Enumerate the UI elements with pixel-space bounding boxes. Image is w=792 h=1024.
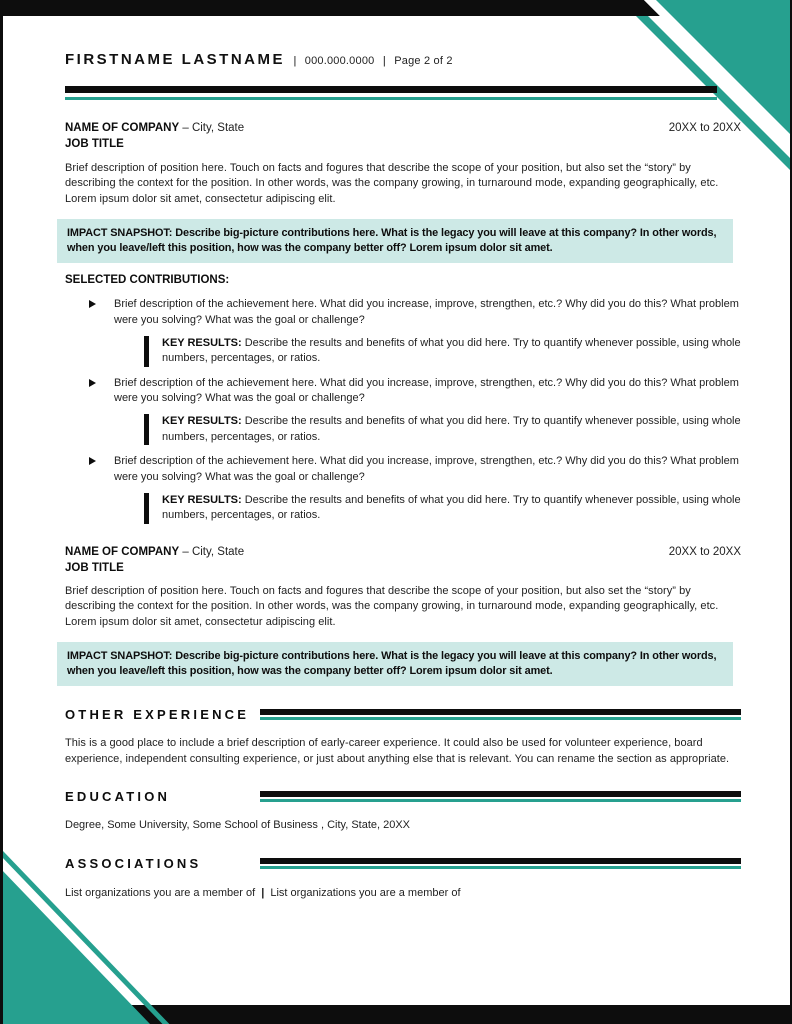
other-experience-body: This is a good place to include a brief description of early-career experience. It could also be used for volunteer experience, board experience, independent consulting experience, or just about anything else that is relevant. You can rename the section as appropriate. (65, 737, 730, 765)
achievement-text: Brief description of the achievement here. What did you increase, improve, strengthen, etc.? Why did you do this? What problem were you solving? What was the goal or challenge? (114, 455, 739, 483)
contribution-item (65, 454, 741, 485)
company-location: – City, State (182, 546, 245, 559)
job-title: JOB TITLE (65, 562, 124, 575)
company-name-line (65, 120, 244, 136)
key-results-text: Describe the results and benefits of what you did here. Try to quantify whenever possible, using whole numbers, percentages, or ratios. (162, 415, 741, 443)
section-title-education: EDUCATION (65, 788, 171, 804)
section-rule-teal (260, 866, 741, 869)
position-description: Brief description of position here. Touch on facts and fogures that describe the scope of your position, but also set the “story” by describing the context for the position. In other words, was the company growing, in turnaround mode, expanding geographically, etc. Lorem ipsum dolor sit amet, consectetur adipiscing elit. (65, 162, 719, 205)
section-double-rule (260, 791, 741, 802)
contribution-item (65, 297, 741, 328)
position-description: Brief description of position here. Touch on facts and fogures that describe the scope of your position, but also set the “story” by describing the context for the position. In other words, was the company growing, in turnaround mode, expanding geographically, etc. Lorem ipsum dolor sit amet, consectetur adipiscing elit. (65, 585, 719, 628)
employment-dates: 20XX to 20XX (668, 122, 741, 134)
achievement-text: Brief description of the achievement here. What did you increase, improve, strengthen, etc.? Why did you do this? What problem were you solving? What was the goal or challenge? (114, 298, 739, 326)
left-page-border (0, 0, 3, 1024)
section-heading-row (65, 788, 741, 805)
key-results-text: Describe the results and benefits of what you did here. Try to quantify whenever possible, using whole numbers, percentages, or ratios. (162, 494, 741, 522)
candidate-name: FIRSTNAME LASTNAME (65, 51, 285, 68)
page-number-label: Page 2 of 2 (394, 55, 453, 67)
key-results-label: KEY RESULTS: (162, 415, 242, 428)
page-header (65, 52, 741, 69)
selected-contributions-heading: SELECTED CONTRIBUTIONS: (65, 274, 230, 287)
company-name-line (65, 544, 244, 560)
header-double-rule (65, 86, 717, 100)
company-header-row (65, 120, 741, 136)
associations-line (65, 886, 741, 901)
associations-item: List organizations you are a member of (267, 887, 461, 900)
key-results-label: KEY RESULTS: (162, 494, 242, 507)
impact-snapshot-label: IMPACT SNAPSHOT: (67, 226, 173, 239)
impact-snapshot-text: Describe big-picture contributions here. What is the legacy you will leave at this company? In other words, when you leave/left this position, how was the company better off? Lorem ipsum dolor sit amet. (67, 226, 717, 255)
key-results-text: Describe the results and benefits of what you did here. Try to quantify whenever possible, using whole numbers, percentages, or ratios. (162, 336, 741, 365)
contribution-item (65, 376, 741, 407)
section-title-associations: ASSOCIATIONS (65, 856, 202, 872)
company-name: NAME OF COMPANY (65, 546, 180, 559)
section-heading-row (65, 855, 741, 872)
bullet-triangle-icon (89, 300, 96, 308)
key-results-block (144, 336, 741, 367)
section-rule-black (260, 791, 741, 797)
header-separator: | (293, 55, 297, 67)
company-header-row (65, 544, 741, 560)
education-line: Degree, Some University, Some School of Business , City, State, 20XX (65, 818, 411, 831)
section-rule-black (260, 858, 741, 864)
impact-snapshot-box (57, 642, 733, 686)
section-rule-black (260, 709, 741, 715)
section-heading-row (65, 706, 741, 723)
header-rule-teal (65, 97, 717, 100)
page-content (65, 0, 741, 902)
associations-separator: | (261, 887, 265, 900)
impact-snapshot-text: Describe big-picture contributions here. What is the legacy you will leave at this company? In other words, when you leave/left this position, how was the company better off? Lorem ipsum dolor sit amet. (67, 649, 717, 678)
impact-snapshot-box (57, 219, 733, 263)
associations-item: List organizations you are a member of (65, 887, 259, 900)
key-results-block (144, 493, 741, 524)
achievement-text: Brief description of the achievement here. What did you increase, improve, strengthen, etc.? Why did you do this? What problem were you solving? What was the goal or challenge? (114, 376, 739, 405)
job-title: JOB TITLE (65, 138, 124, 150)
key-results-block (144, 414, 741, 445)
section-double-rule (260, 858, 741, 869)
phone-number: 000.000.0000 (304, 55, 375, 67)
header-separator: | (382, 55, 386, 67)
employment-dates: 20XX to 20XX (668, 546, 741, 559)
header-rule-black (65, 86, 717, 93)
section-double-rule (260, 709, 741, 720)
section-rule-teal (260, 717, 741, 720)
impact-snapshot-label: IMPACT SNAPSHOT: (67, 649, 173, 662)
section-title-other-experience: OTHER EXPERIENCE (65, 707, 250, 723)
company-location: – City, State (182, 122, 245, 134)
key-results-label: KEY RESULTS: (162, 336, 242, 349)
company-name: NAME OF COMPANY (65, 122, 180, 134)
bullet-triangle-icon (89, 379, 96, 387)
section-rule-teal (260, 799, 741, 802)
bullet-triangle-icon (89, 457, 96, 465)
